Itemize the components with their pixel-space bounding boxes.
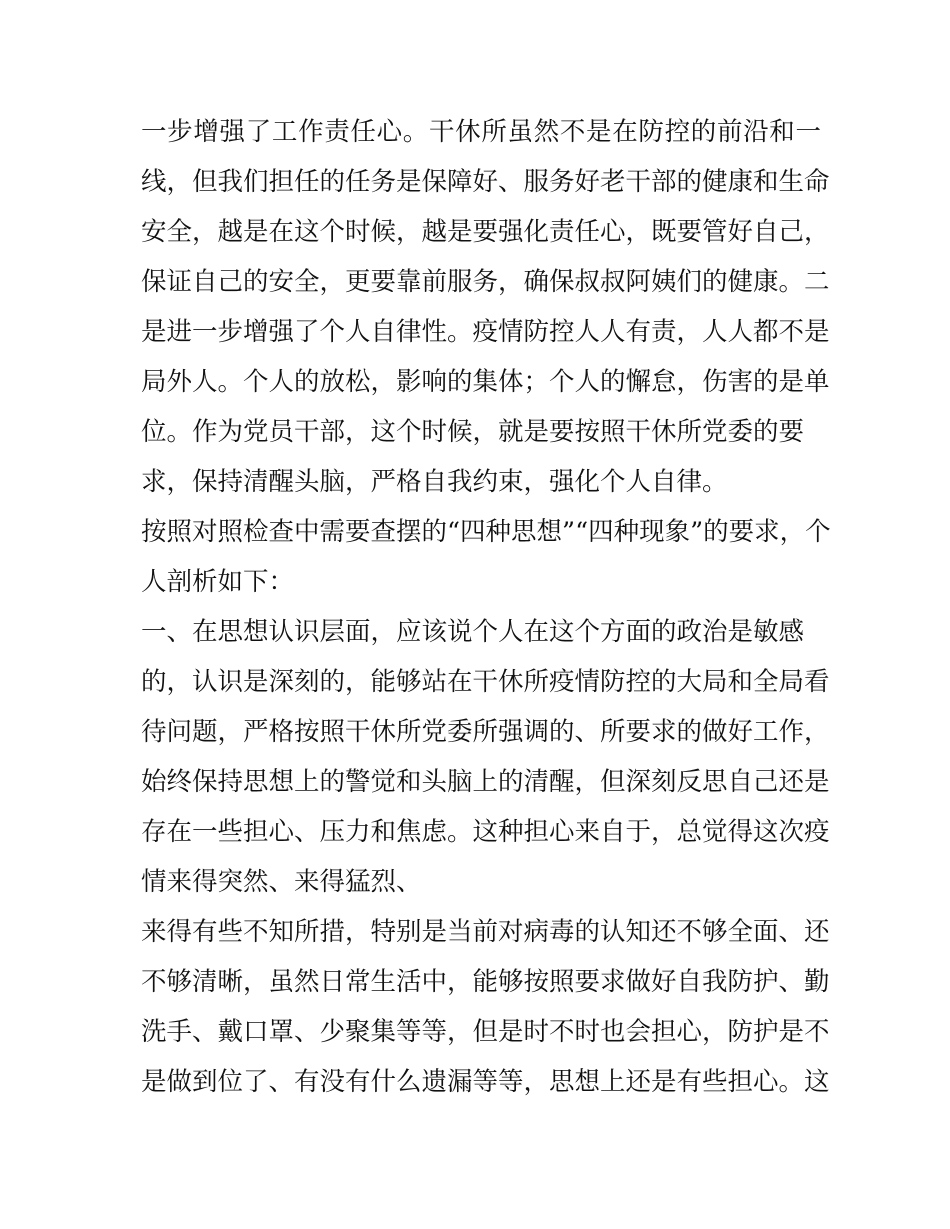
text-line: 是进一步增强了个人自律性。疫情防控人人有责，人人都不是 bbox=[141, 317, 830, 347]
text-line: 一步增强了工作责任心。干休所虽然不是在防控的前沿和一 bbox=[141, 117, 821, 147]
text-line: 是做到位了、有没有什么遗漏等等，思想上还是有些担心。这 bbox=[141, 1067, 830, 1097]
text-line: 按照对照检查中需要查摆的“四种思想”“四种现象”的要求，个 bbox=[141, 517, 831, 547]
text-line: 人剖析如下： bbox=[141, 567, 295, 597]
text-line: 不够清晰，虽然日常生活中，能够按照要求做好自我防护、勤 bbox=[141, 967, 830, 997]
text-line: 求，保持清醒头脑，严格自我约束，强化个人自律。 bbox=[141, 467, 728, 497]
body-text bbox=[141, 107, 831, 1107]
text-line: 保证自己的安全，更要靠前服务，确保叔叔阿姨们的健康。二 bbox=[141, 267, 830, 297]
text-line: 来得有些不知所措，特别是当前对病毒的认知还不够全面、还 bbox=[141, 917, 830, 947]
text-line: 局外人。个人的放松，影响的集体；个人的懈怠，伤害的是单 bbox=[141, 367, 830, 397]
text-line: 始终保持思想上的警觉和头脑上的清醒，但深刻反思自己还是 bbox=[141, 767, 830, 797]
text-line: 线，但我们担任的任务是保障好、服务好老干部的健康和生命 bbox=[141, 167, 830, 197]
text-line: 情来得突然、来得猛烈、 bbox=[141, 867, 422, 897]
text-line: 待问题，严格按照干休所党委所强调的、所要求的做好工作， bbox=[141, 717, 830, 747]
text-line: 存在一些担心、压力和焦虑。这种担心来自于，总觉得这次疫 bbox=[141, 817, 830, 847]
text-line: 位。作为党员干部，这个时候，就是要按照干休所党委的要 bbox=[141, 417, 805, 447]
text-line: 一、在思想认识层面，应该说个人在这个方面的政治是敏感 bbox=[141, 617, 805, 647]
text-line: 洗手、戴口罩、少聚集等等，但是时不时也会担心，防护是不 bbox=[141, 1017, 830, 1047]
text-line: 的，认识是深刻的，能够站在干休所疫情防控的大局和全局看 bbox=[141, 667, 830, 697]
text-line: 安全，越是在这个时候，越是要强化责任心，既要管好自己， bbox=[141, 217, 830, 247]
